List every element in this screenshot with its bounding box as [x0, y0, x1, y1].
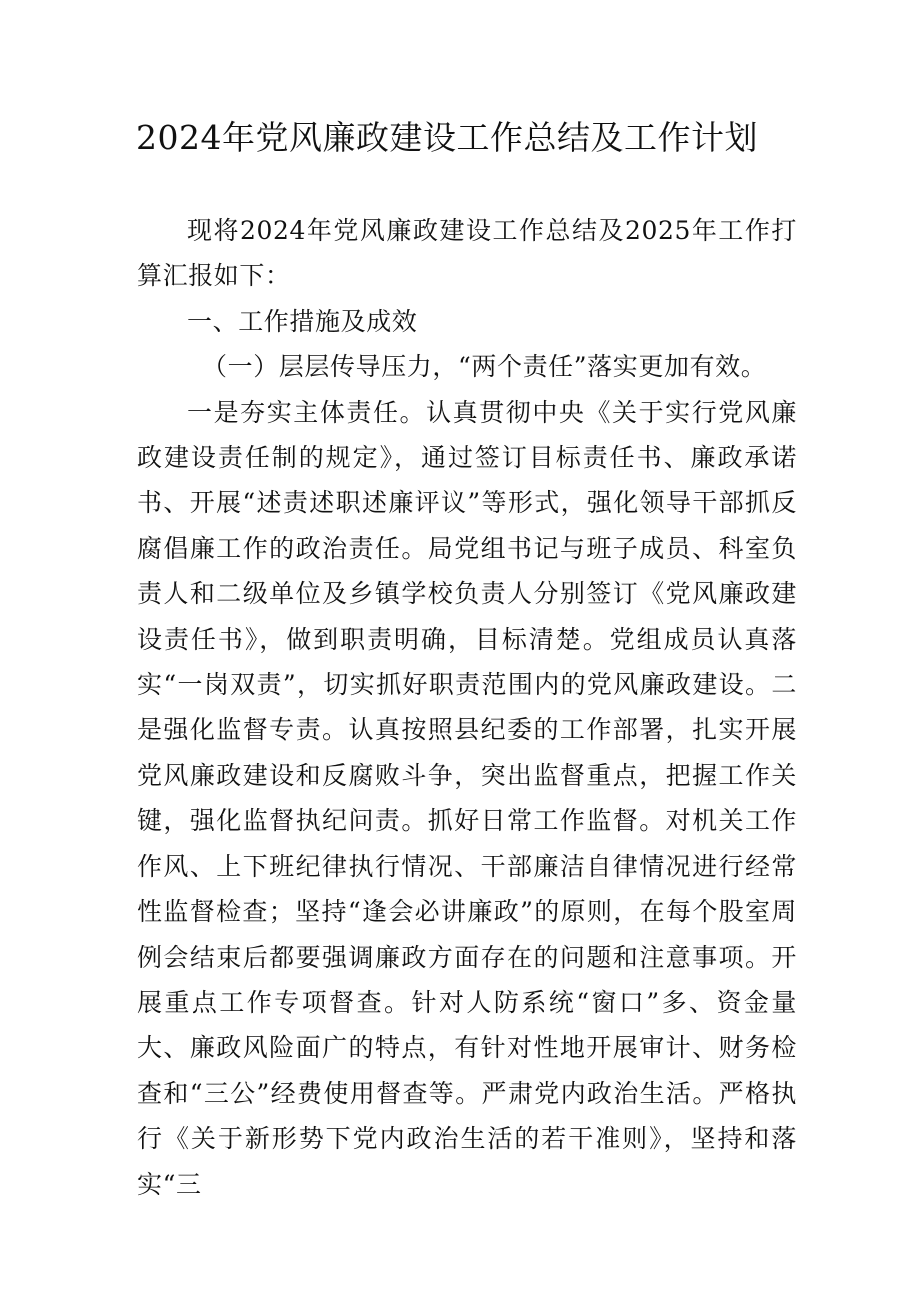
document-title: 2024年党风廉政建设工作总结及工作计划	[136, 118, 758, 157]
body-paragraph: 一是夯实主体责任。认真贯彻中央《关于实行党风廉政建设责任制的规定》，通过签订目标责任书、廉政承诺书、开展“述责述职述廉评议”等形式，强化领导干部抓反腐倡廉工作的政治责任。局党组书记与班子成员、科室负责人和二级单位及乡镇学校负责人分别签订《党风廉政建设责任书》，做到职责明确，目标清楚。党组成员认真落实“一岗双责”，切实抓好职责范围内的党风廉政建设。二是强化监督专责。认真按照县纪委的工作部署，扎实开展党风廉政建设和反腐败斗争，突出监督重点，把握工作关键，强化监督执纪问责。抓好日常工作监督。对机关工作作风、上下班纪律执行情况、干部廉洁自律情况进行经常性监督检查；坚持“逢会必讲廉政”的原则，在每个股室周例会结束后都要强调廉政方面存在的问题和注意事项。开展重点工作专项督查。针对人防系统“窗口”多、资金量大、廉政风险面广的特点，有针对性地开展审计、财务检查和“三公”经费使用督查等。严肃党内政治生活。严格执行《关于新形势下党内政治生活的若干准则》，坚持和落实“三	[137, 397, 797, 1199]
document-body	[137, 208, 797, 1207]
section-heading: 一、工作措施及成效	[187, 306, 418, 336]
subsection-heading: （一）层层传导压力，“两个责任”落实更加有效。	[202, 352, 767, 382]
intro-paragraph: 现将2024年党风廉政建设工作总结及2025年工作打算汇报如下：	[137, 216, 797, 291]
